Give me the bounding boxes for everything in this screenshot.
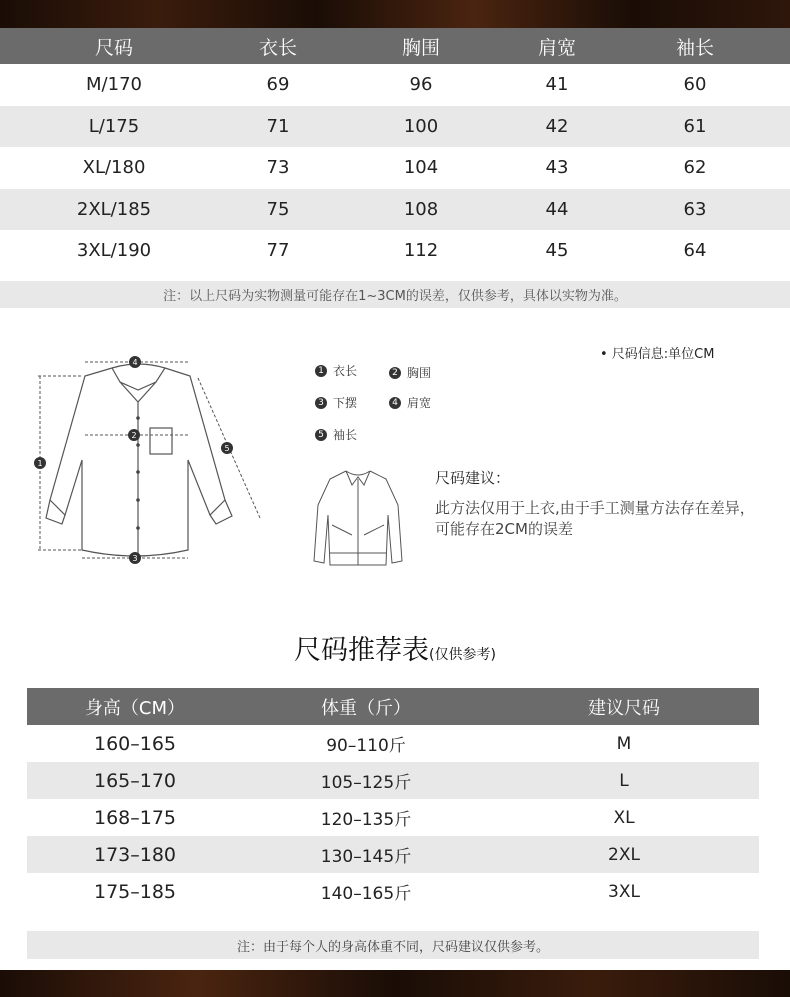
header-sleeve: 袖长 [675,36,714,59]
table-row [27,836,759,873]
legend-item [389,364,431,381]
marker-num: 2 [131,431,137,440]
advice-text: 此方法仅用于上衣,由于手工测量方法存在差异，可能存在2CM的误差 [435,499,755,538]
cell-height: 160–165 [93,732,177,755]
legend-label: 衣长 [333,364,358,378]
size-table-header [0,28,790,64]
cell-chest: 100 [403,115,439,137]
legend-label: 胸围 [407,366,432,380]
recommend-note: 注：由于每个人的身高体重不同，尺码建议仅供参考。 [27,931,759,959]
table-row [27,762,759,799]
table-row [0,147,790,189]
table-row [0,64,790,106]
cell-size: 2XL/185 [76,198,152,220]
recommend-table-header [27,688,759,725]
advice-title: 尺码建议： [435,469,511,487]
legend-label: 下摆 [333,396,358,410]
marker-num: 5 [224,444,230,453]
cell-height: 173–180 [93,843,177,866]
header-weight: 体重（斤） [321,697,411,719]
cell-size: XL [613,807,635,828]
cell-shoulder: 42 [545,115,569,137]
legend-label: 肩宽 [407,396,432,410]
legend-number: 3 [315,397,327,409]
cell-chest: 108 [403,198,439,220]
size-table [0,28,790,272]
cell-weight: 90–110斤 [326,736,406,756]
top-decor-band [0,0,790,28]
table-row [27,799,759,836]
cell-height: 168–175 [93,806,177,829]
cell-length: 75 [266,198,290,220]
size-table-note: 注：以上尺码为实物测量可能存在1~3CM的误差，仅供参考，具体以实物为准。 [0,281,790,308]
recommend-title-text: 尺码推荐表 [294,635,430,666]
bottom-decor-band [0,970,790,997]
header-shoulder: 肩宽 [537,36,576,59]
cell-shoulder: 44 [545,198,569,220]
legend-number: 5 [315,429,327,441]
cell-height: 165–170 [93,769,177,792]
header-length: 衣长 [258,36,297,59]
table-row [0,189,790,231]
cell-weight: 140–165斤 [320,884,412,904]
cell-chest: 112 [403,240,439,262]
header-size: 尺码 [94,36,133,59]
legend-number: 4 [389,397,401,409]
recommend-subtitle: (仅供参考) [429,647,496,663]
recommend-table [27,688,759,910]
cell-size: L/175 [88,115,140,137]
cell-size: 2XL [608,844,640,865]
table-row [27,725,759,762]
table-row [0,230,790,272]
legend-item [315,362,357,379]
cell-chest: 96 [409,74,433,96]
legend-item [389,394,431,411]
cell-size: M [616,733,632,754]
cell-size: 3XL/190 [76,240,152,262]
legend-number: 1 [315,365,327,377]
cell-shoulder: 43 [545,157,569,179]
size-info-unit: • 尺码信息:单位CM [600,347,715,362]
cell-sleeve: 62 [683,157,707,179]
table-row [27,873,759,910]
legend-number: 2 [389,367,401,379]
header-height: 身高（CM） [84,697,186,719]
cell-weight: 130–145斤 [320,847,412,867]
marker-num: 4 [132,358,138,367]
cell-size: XL/180 [82,157,146,179]
cell-weight: 120–135斤 [320,810,412,830]
cell-length: 69 [266,74,290,96]
cell-length: 71 [266,115,290,137]
table-row [0,106,790,148]
header-suggested-size: 建议尺码 [588,697,660,719]
cell-size: M/170 [86,74,142,96]
cell-height: 175–185 [93,880,177,903]
jacket-icon [308,465,408,570]
cell-chest: 104 [403,157,439,179]
cell-length: 73 [266,157,290,179]
cell-sleeve: 61 [683,115,707,137]
cell-sleeve: 60 [683,74,707,96]
cell-shoulder: 45 [545,240,569,262]
cell-shoulder: 41 [545,74,569,96]
header-chest: 胸围 [401,36,440,59]
cell-size: 3XL [608,881,640,902]
legend-item [315,394,357,411]
shirt-measure-diagram [20,340,280,580]
marker-num: 1 [37,459,43,468]
legend-item [315,426,357,443]
recommend-title [0,628,790,667]
cell-weight: 105–125斤 [320,773,412,793]
marker-num: 3 [132,554,138,563]
cell-sleeve: 64 [683,240,707,262]
cell-sleeve: 63 [683,198,707,220]
cell-length: 77 [266,240,290,262]
cell-size: L [619,770,629,791]
legend-label: 袖长 [333,428,358,442]
